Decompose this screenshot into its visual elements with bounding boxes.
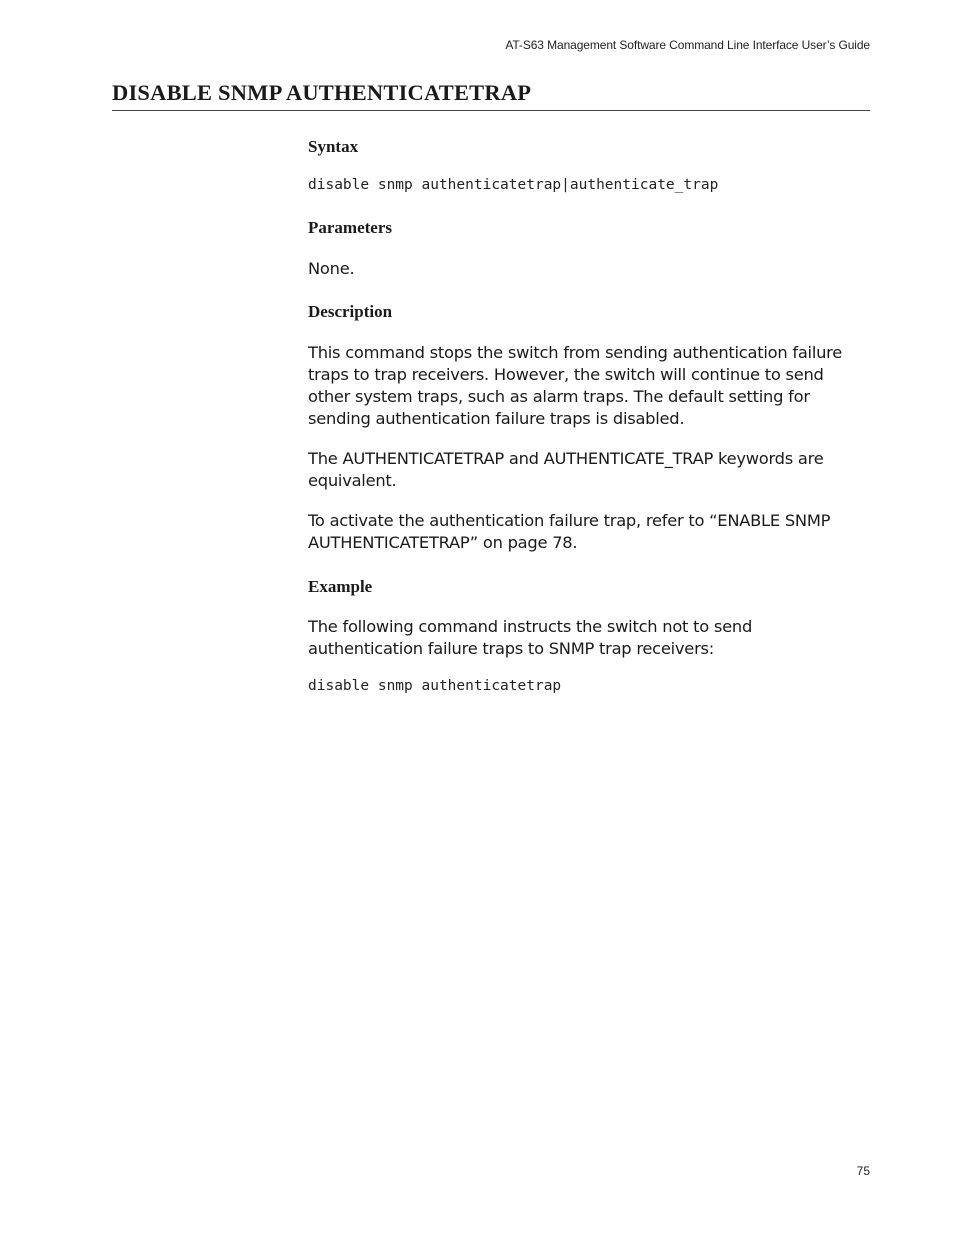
running-header: AT-S63 Management Software Command Line Interface User’s Guide xyxy=(505,38,870,52)
page-number: 75 xyxy=(856,1164,870,1178)
parameters-heading: Parameters xyxy=(308,218,393,237)
example-heading: Example xyxy=(308,577,373,596)
example-code: disable snmp authenticatetrap xyxy=(308,678,562,694)
description-heading: Description xyxy=(308,302,393,321)
description-paragraph-1: This command stops the switch from sending authentication failure traps to trap receivers. However, the switch will continue to send other system traps, such as alarm traps. The default setting for sending authentication failure traps is disabled. xyxy=(308,343,843,428)
page-title: DISABLE SNMP AUTHENTICATETRAP xyxy=(112,78,870,111)
example-text: The following command instructs the switch not to send authentication failure traps to SNMP trap receivers: xyxy=(308,617,753,658)
syntax-heading: Syntax xyxy=(308,137,359,156)
parameters-text: None. xyxy=(308,259,355,278)
description-paragraph-2: The AUTHENTICATETRAP and AUTHENTICATE_TRAP keywords are equivalent. xyxy=(308,449,824,490)
syntax-code: disable snmp authenticatetrap|authenticate_trap xyxy=(308,177,719,193)
description-paragraph-3: To activate the authentication failure trap, refer to “ENABLE SNMP AUTHENTICATETRAP” on page 78. xyxy=(308,511,831,552)
